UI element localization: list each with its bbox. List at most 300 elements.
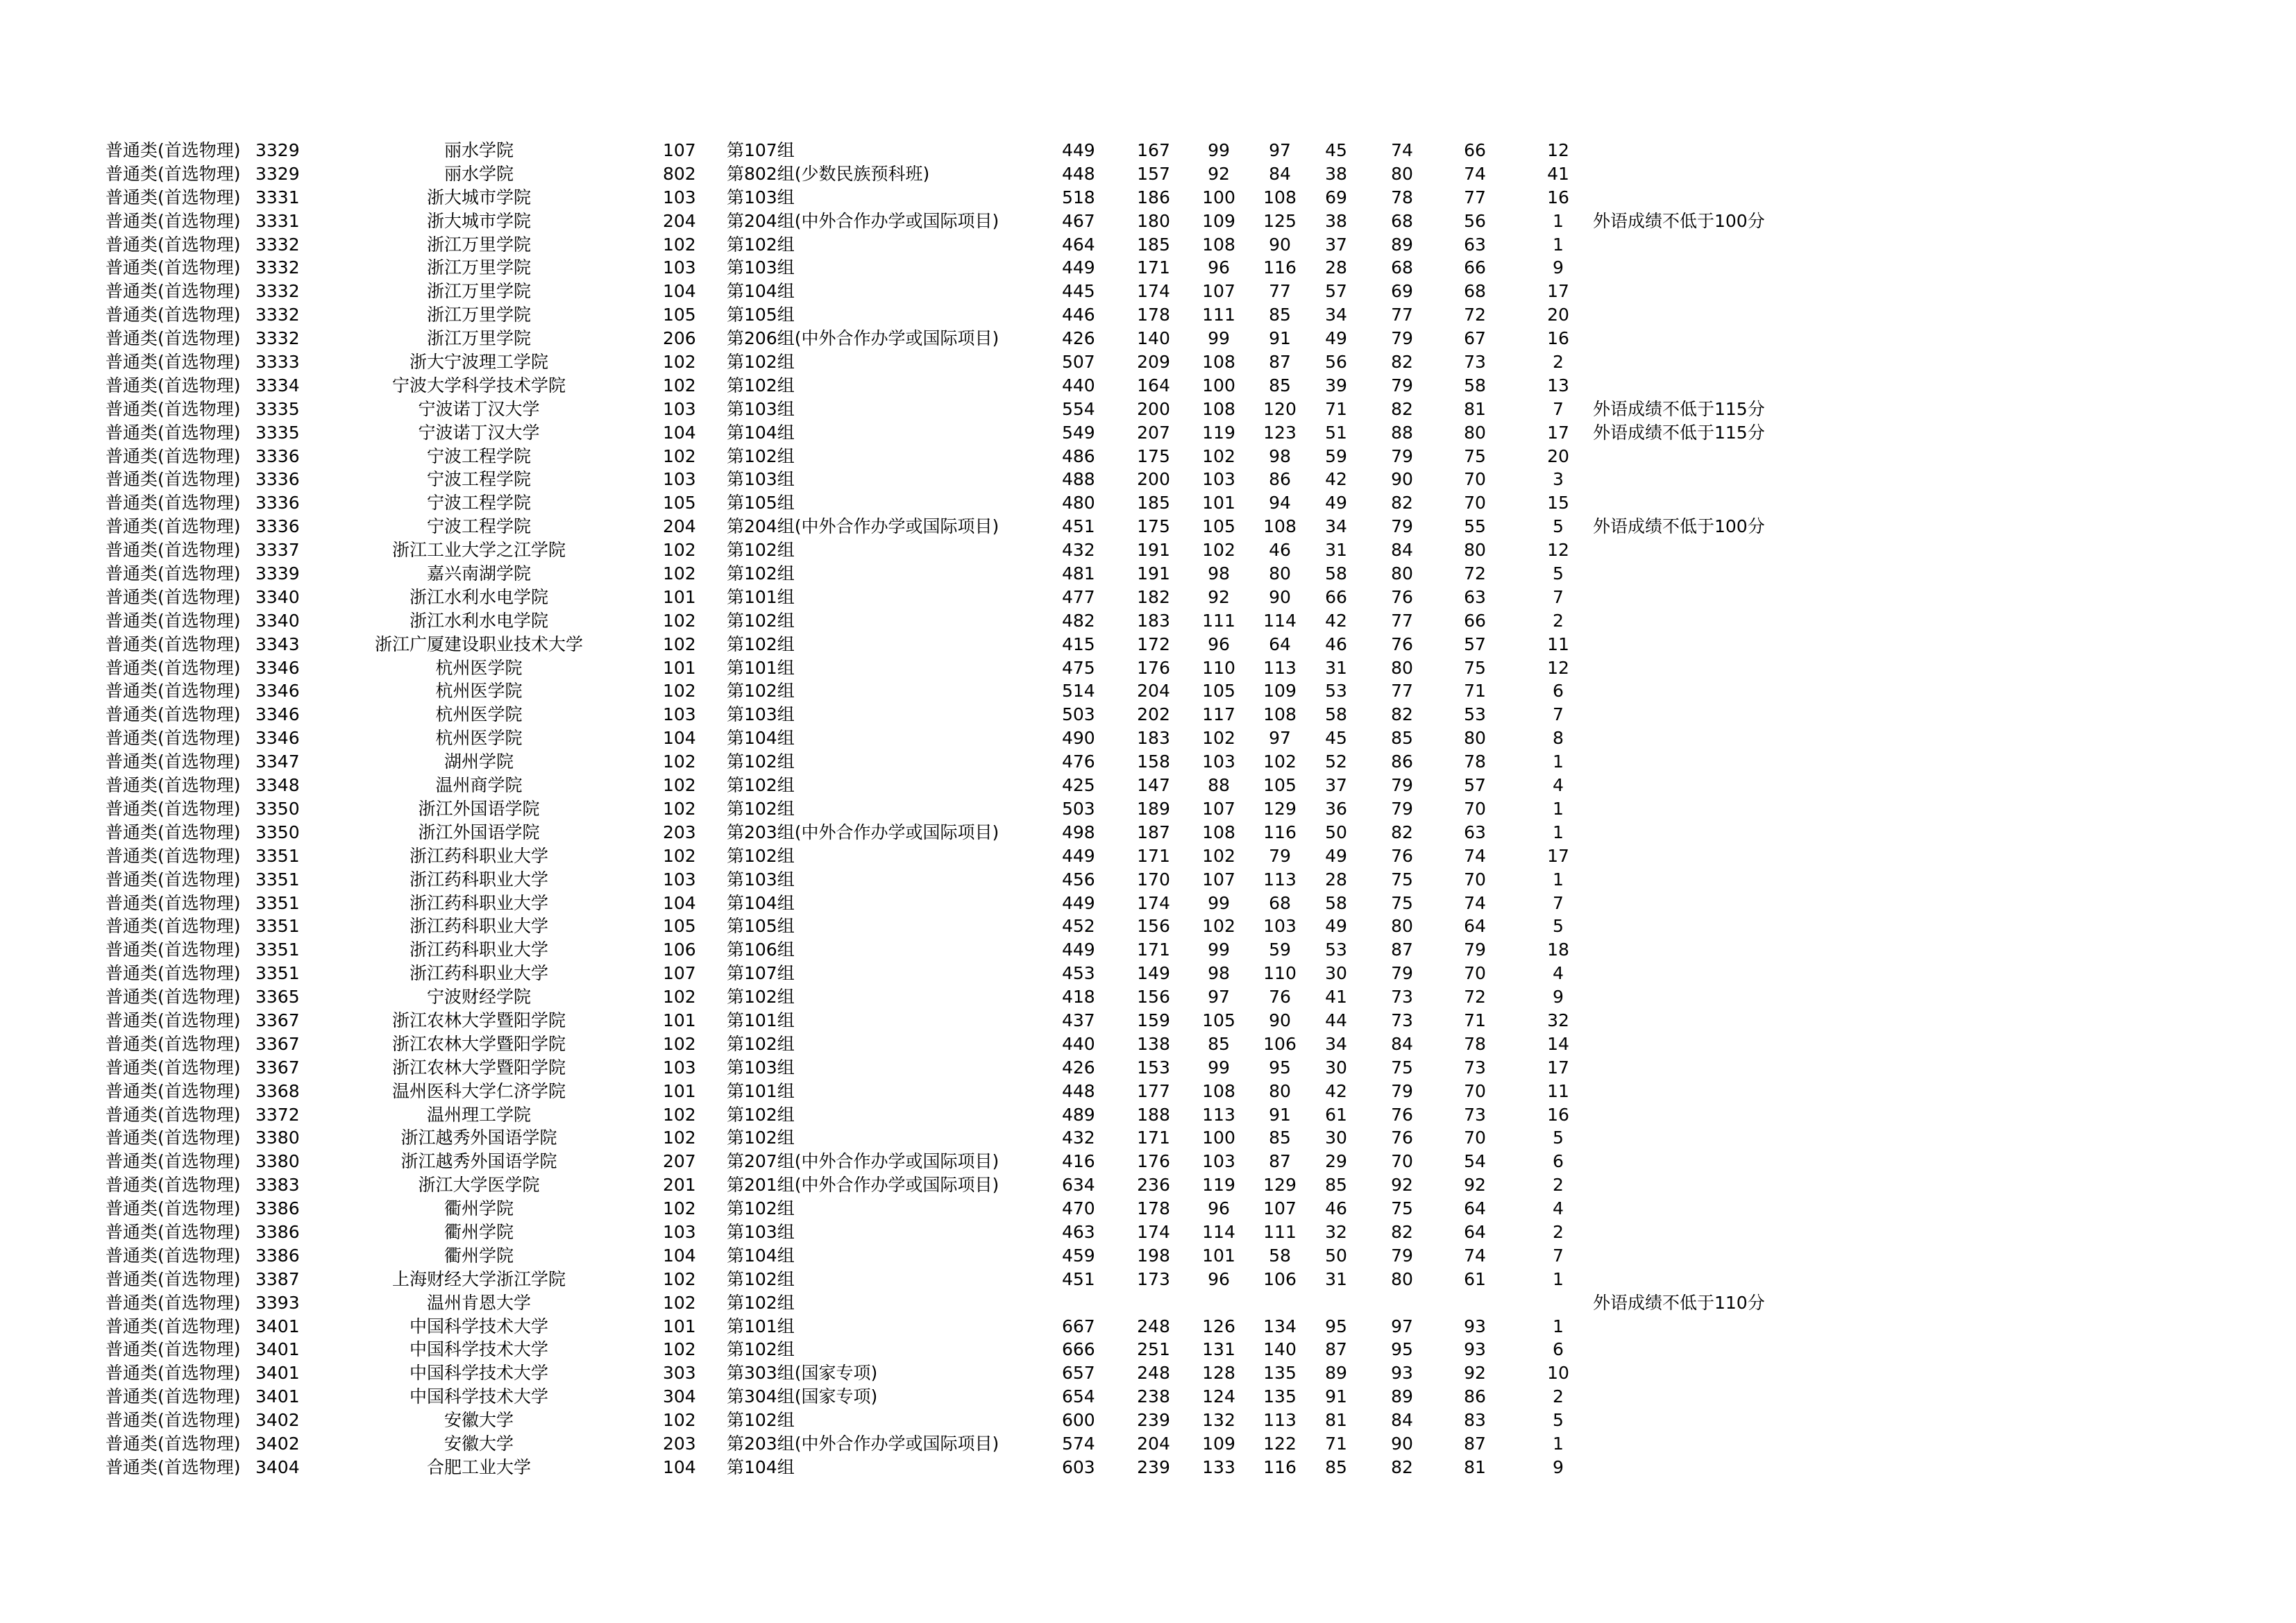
school-code-cell: 3343 xyxy=(255,634,300,654)
score-cell-2: 92 xyxy=(1208,163,1230,184)
score-cell-3: 91 xyxy=(1269,328,1291,349)
score-cell-5: 86 xyxy=(1391,751,1413,772)
score-cell-4: 81 xyxy=(1325,1410,1347,1431)
school-code-cell: 3368 xyxy=(255,1080,300,1101)
group-name-cell: 第102组 xyxy=(727,845,795,866)
score-cell-2: 99 xyxy=(1208,940,1230,960)
total-score-cell: 449 xyxy=(1062,845,1095,866)
score-cell-2: 108 xyxy=(1202,398,1235,419)
table-row xyxy=(0,398,2296,421)
score-cell-1: 204 xyxy=(1137,681,1170,702)
score-cell-5: 75 xyxy=(1391,892,1413,913)
score-cell-5: 80 xyxy=(1391,657,1413,678)
score-cell-5: 89 xyxy=(1391,234,1413,255)
score-cell-1: 204 xyxy=(1137,1433,1170,1454)
group-code-cell: 102 xyxy=(663,1198,696,1219)
admitted-count-cell: 17 xyxy=(1547,422,1569,443)
score-cell-2: 102 xyxy=(1202,540,1235,561)
table-row xyxy=(0,679,2296,703)
school-name-cell: 安徽大学 xyxy=(444,1433,514,1454)
score-cell-4: 51 xyxy=(1325,422,1347,443)
group-name-cell: 第102组 xyxy=(727,751,795,772)
score-cell-6: 55 xyxy=(1464,516,1486,537)
category-cell: 普通类(首选物理) xyxy=(105,728,241,749)
score-cell-5: 79 xyxy=(1391,328,1413,349)
score-cell-6: 63 xyxy=(1464,586,1486,607)
category-cell: 普通类(首选物理) xyxy=(105,516,241,537)
score-cell-3: 97 xyxy=(1269,728,1291,749)
school-code-cell: 3351 xyxy=(255,892,300,913)
score-cell-3: 116 xyxy=(1263,822,1297,842)
score-cell-5: 92 xyxy=(1391,1175,1413,1196)
score-cell-4: 91 xyxy=(1325,1386,1347,1407)
table-row xyxy=(0,562,2296,586)
score-cell-2: 105 xyxy=(1202,516,1235,537)
score-cell-1: 147 xyxy=(1137,775,1170,796)
total-score-cell: 489 xyxy=(1062,1104,1095,1125)
table-row xyxy=(0,1126,2296,1150)
score-cell-5: 87 xyxy=(1391,940,1413,960)
total-score-cell: 518 xyxy=(1062,187,1095,207)
admitted-count-cell: 20 xyxy=(1547,305,1569,325)
school-code-cell: 3332 xyxy=(255,305,300,325)
category-cell: 普通类(首选物理) xyxy=(105,940,241,960)
score-cell-3: 94 xyxy=(1269,493,1291,513)
score-cell-2: 85 xyxy=(1208,1033,1230,1054)
category-cell: 普通类(首选物理) xyxy=(105,751,241,772)
score-cell-6: 66 xyxy=(1464,257,1486,278)
table-row xyxy=(0,1033,2296,1056)
score-cell-6: 72 xyxy=(1464,305,1486,325)
total-score-cell: 657 xyxy=(1062,1363,1095,1384)
school-name-cell: 宁波工程学院 xyxy=(426,469,531,490)
group-name-cell: 第101组 xyxy=(727,1080,795,1101)
group-name-cell: 第102组 xyxy=(727,798,795,819)
score-cell-3: 77 xyxy=(1269,281,1291,302)
school-name-cell: 浙江药科职业大学 xyxy=(409,845,548,866)
school-code-cell: 3386 xyxy=(255,1245,300,1266)
category-cell: 普通类(首选物理) xyxy=(105,1316,241,1336)
school-code-cell: 3333 xyxy=(255,352,300,373)
category-cell: 普通类(首选物理) xyxy=(105,1128,241,1148)
group-name-cell: 第103组 xyxy=(727,257,795,278)
school-name-cell: 浙江药科职业大学 xyxy=(409,892,548,913)
group-code-cell: 206 xyxy=(663,328,696,349)
admitted-count-cell: 2 xyxy=(1553,352,1564,373)
score-cell-1: 156 xyxy=(1137,916,1170,937)
score-cell-6: 79 xyxy=(1464,940,1486,960)
category-cell: 普通类(首选物理) xyxy=(105,1268,241,1289)
group-code-cell: 102 xyxy=(663,681,696,702)
table-row xyxy=(0,633,2296,656)
score-cell-4: 32 xyxy=(1325,1221,1347,1242)
score-cell-5: 70 xyxy=(1391,1151,1413,1172)
category-cell: 普通类(首选物理) xyxy=(105,634,241,654)
category-cell: 普通类(首选物理) xyxy=(105,845,241,866)
score-cell-4: 61 xyxy=(1325,1104,1347,1125)
school-code-cell: 3401 xyxy=(255,1316,300,1336)
school-name-cell: 宁波诺丁汉大学 xyxy=(418,398,540,419)
group-code-cell: 103 xyxy=(663,1057,696,1078)
admitted-count-cell: 6 xyxy=(1553,1151,1564,1172)
table-row xyxy=(0,210,2296,233)
score-cell-1: 156 xyxy=(1137,987,1170,1008)
admitted-count-cell: 32 xyxy=(1547,1010,1569,1030)
score-cell-6: 81 xyxy=(1464,398,1486,419)
score-cell-3: 90 xyxy=(1269,1010,1291,1030)
school-name-cell: 浙江农林大学暨阳学院 xyxy=(391,1033,566,1054)
group-name-cell: 第101组 xyxy=(727,657,795,678)
score-cell-6: 74 xyxy=(1464,892,1486,913)
group-name-cell: 第107组 xyxy=(727,140,795,160)
score-cell-6: 64 xyxy=(1464,1221,1486,1242)
group-code-cell: 107 xyxy=(663,140,696,160)
school-name-cell: 浙江药科职业大学 xyxy=(409,963,548,984)
score-cell-6: 72 xyxy=(1464,987,1486,1008)
score-cell-1: 174 xyxy=(1137,281,1170,302)
score-cell-4: 85 xyxy=(1325,1175,1347,1196)
total-score-cell: 449 xyxy=(1062,257,1095,278)
total-score-cell: 415 xyxy=(1062,634,1095,654)
group-name-cell: 第103组 xyxy=(727,187,795,207)
score-cell-1: 248 xyxy=(1137,1363,1170,1384)
score-cell-4: 36 xyxy=(1325,798,1347,819)
score-cell-2: 96 xyxy=(1208,257,1230,278)
table-row xyxy=(0,468,2296,491)
category-cell: 普通类(首选物理) xyxy=(105,1151,241,1172)
school-code-cell: 3331 xyxy=(255,210,300,231)
admitted-count-cell: 7 xyxy=(1553,1245,1564,1266)
total-score-cell: 446 xyxy=(1062,305,1095,325)
school-code-cell: 3332 xyxy=(255,234,300,255)
admitted-count-cell: 5 xyxy=(1553,516,1564,537)
score-cell-5: 76 xyxy=(1391,1128,1413,1148)
score-cell-1: 180 xyxy=(1137,210,1170,231)
score-cell-3: 120 xyxy=(1263,398,1297,419)
group-name-cell: 第102组 xyxy=(727,610,795,631)
group-code-cell: 102 xyxy=(663,634,696,654)
group-code-cell: 101 xyxy=(663,1010,696,1030)
score-cell-2: 102 xyxy=(1202,728,1235,749)
score-cell-1: 177 xyxy=(1137,1080,1170,1101)
score-cell-1: 171 xyxy=(1137,1128,1170,1148)
score-cell-2: 97 xyxy=(1208,987,1230,1008)
score-cell-1: 174 xyxy=(1137,892,1170,913)
school-code-cell: 3386 xyxy=(255,1221,300,1242)
category-cell: 普通类(首选物理) xyxy=(105,987,241,1008)
group-name-cell: 第204组(中外合作办学或国际项目) xyxy=(727,210,999,231)
school-name-cell: 浙江广厦建设职业技术大学 xyxy=(374,634,583,654)
total-score-cell: 666 xyxy=(1062,1339,1095,1360)
school-name-cell: 宁波工程学院 xyxy=(426,516,531,537)
school-code-cell: 3380 xyxy=(255,1151,300,1172)
score-cell-4: 37 xyxy=(1325,775,1347,796)
category-cell: 普通类(首选物理) xyxy=(105,257,241,278)
category-cell: 普通类(首选物理) xyxy=(105,681,241,702)
table-row xyxy=(0,445,2296,468)
admitted-count-cell: 16 xyxy=(1547,187,1569,207)
score-cell-4: 69 xyxy=(1325,187,1347,207)
score-cell-3: 111 xyxy=(1263,1221,1297,1242)
score-cell-1: 175 xyxy=(1137,516,1170,537)
table-row xyxy=(0,1385,2296,1409)
score-cell-6: 64 xyxy=(1464,1198,1486,1219)
score-cell-4: 58 xyxy=(1325,563,1347,584)
score-cell-2: 100 xyxy=(1202,187,1235,207)
score-cell-1: 198 xyxy=(1137,1245,1170,1266)
score-cell-4: 38 xyxy=(1325,163,1347,184)
admitted-count-cell: 4 xyxy=(1553,963,1564,984)
score-cell-1: 171 xyxy=(1137,845,1170,866)
total-score-cell: 488 xyxy=(1062,469,1095,490)
score-cell-4: 49 xyxy=(1325,845,1347,866)
category-cell: 普通类(首选物理) xyxy=(105,1057,241,1078)
score-cell-5: 74 xyxy=(1391,140,1413,160)
group-code-cell: 303 xyxy=(663,1363,696,1384)
school-name-cell: 丽水学院 xyxy=(444,163,514,184)
school-code-cell: 3335 xyxy=(255,398,300,419)
total-score-cell: 416 xyxy=(1062,1151,1095,1172)
admitted-count-cell: 2 xyxy=(1553,1175,1564,1196)
total-score-cell: 477 xyxy=(1062,586,1095,607)
table-row xyxy=(0,1197,2296,1221)
total-score-cell: 475 xyxy=(1062,657,1095,678)
remark-cell: 外语成绩不低于100分 xyxy=(1593,210,1765,231)
score-cell-5: 82 xyxy=(1391,822,1413,842)
total-score-cell: 476 xyxy=(1062,751,1095,772)
score-cell-1: 182 xyxy=(1137,586,1170,607)
table-row xyxy=(0,327,2296,350)
score-cell-2: 126 xyxy=(1202,1316,1235,1336)
total-score-cell: 470 xyxy=(1062,1198,1095,1219)
category-cell: 普通类(首选物理) xyxy=(105,798,241,819)
score-cell-3: 109 xyxy=(1263,681,1297,702)
score-cell-5: 79 xyxy=(1391,963,1413,984)
school-name-cell: 上海财经大学浙江学院 xyxy=(391,1268,566,1289)
category-cell: 普通类(首选物理) xyxy=(105,1386,241,1407)
admitted-count-cell: 1 xyxy=(1553,1433,1564,1454)
score-cell-2: 103 xyxy=(1202,469,1235,490)
score-cell-5: 82 xyxy=(1391,704,1413,725)
score-cell-1: 171 xyxy=(1137,257,1170,278)
school-code-cell: 3351 xyxy=(255,963,300,984)
school-code-cell: 3351 xyxy=(255,845,300,866)
school-name-cell: 浙江水利水电学院 xyxy=(409,586,548,607)
group-name-cell: 第207组(中外合作办学或国际项目) xyxy=(727,1151,999,1172)
school-name-cell: 温州医科大学仁济学院 xyxy=(391,1080,566,1101)
group-name-cell: 第101组 xyxy=(727,586,795,607)
group-code-cell: 104 xyxy=(663,728,696,749)
score-cell-6: 72 xyxy=(1464,563,1486,584)
score-cell-4: 34 xyxy=(1325,516,1347,537)
score-cell-6: 67 xyxy=(1464,328,1486,349)
school-name-cell: 浙江万里学院 xyxy=(426,281,531,302)
group-code-cell: 304 xyxy=(663,1386,696,1407)
group-name-cell: 第102组 xyxy=(727,775,795,796)
total-score-cell: 432 xyxy=(1062,1128,1095,1148)
school-code-cell: 3386 xyxy=(255,1198,300,1219)
admitted-count-cell: 15 xyxy=(1547,493,1569,513)
score-cell-1: 191 xyxy=(1137,540,1170,561)
score-cell-6: 92 xyxy=(1464,1363,1486,1384)
score-cell-3: 134 xyxy=(1263,1316,1297,1336)
table-row xyxy=(0,892,2296,915)
admitted-count-cell: 4 xyxy=(1553,1198,1564,1219)
score-cell-6: 64 xyxy=(1464,916,1486,937)
score-cell-3: 123 xyxy=(1263,422,1297,443)
score-cell-4: 37 xyxy=(1325,234,1347,255)
group-code-cell: 103 xyxy=(663,398,696,419)
school-name-cell: 浙江越秀外国语学院 xyxy=(400,1128,557,1148)
score-cell-2: 124 xyxy=(1202,1386,1235,1407)
school-name-cell: 浙江外国语学院 xyxy=(418,822,540,842)
score-cell-1: 185 xyxy=(1137,493,1170,513)
admitted-count-cell: 17 xyxy=(1547,1057,1569,1078)
group-name-cell: 第203组(中外合作办学或国际项目) xyxy=(727,822,999,842)
score-cell-4: 28 xyxy=(1325,869,1347,890)
score-cell-5: 82 xyxy=(1391,493,1413,513)
school-name-cell: 衢州学院 xyxy=(444,1198,514,1219)
total-score-cell: 481 xyxy=(1062,563,1095,584)
score-cell-4: 29 xyxy=(1325,1151,1347,1172)
score-cell-3: 76 xyxy=(1269,987,1291,1008)
school-code-cell: 3346 xyxy=(255,728,300,749)
table-row xyxy=(0,703,2296,726)
school-name-cell: 浙江越秀外国语学院 xyxy=(400,1151,557,1172)
score-cell-2: 109 xyxy=(1202,210,1235,231)
group-code-cell: 102 xyxy=(663,540,696,561)
table-row xyxy=(0,1150,2296,1173)
school-name-cell: 浙江工业大学之江学院 xyxy=(391,540,566,561)
score-cell-4: 53 xyxy=(1325,681,1347,702)
score-cell-5: 75 xyxy=(1391,1057,1413,1078)
school-name-cell: 浙大城市学院 xyxy=(426,210,531,231)
school-name-cell: 中国科学技术大学 xyxy=(409,1316,548,1336)
total-score-cell: 654 xyxy=(1062,1386,1095,1407)
school-code-cell: 3346 xyxy=(255,657,300,678)
total-score-cell: 418 xyxy=(1062,987,1095,1008)
school-code-cell: 3331 xyxy=(255,187,300,207)
score-cell-2: 108 xyxy=(1202,234,1235,255)
school-code-cell: 3346 xyxy=(255,704,300,725)
table-row xyxy=(0,774,2296,797)
score-cell-2: 111 xyxy=(1202,610,1235,631)
score-cell-3: 107 xyxy=(1263,1198,1297,1219)
admitted-count-cell: 8 xyxy=(1553,728,1564,749)
score-cell-6: 78 xyxy=(1464,751,1486,772)
score-cell-6: 70 xyxy=(1464,869,1486,890)
school-code-cell: 3401 xyxy=(255,1363,300,1384)
table-row xyxy=(0,797,2296,821)
score-cell-2: 105 xyxy=(1202,681,1235,702)
score-cell-2: 102 xyxy=(1202,916,1235,937)
score-cell-3: 64 xyxy=(1269,634,1291,654)
score-cell-6: 93 xyxy=(1464,1316,1486,1336)
score-cell-5: 68 xyxy=(1391,257,1413,278)
school-code-cell: 3372 xyxy=(255,1104,300,1125)
score-cell-5: 76 xyxy=(1391,634,1413,654)
score-cell-5: 80 xyxy=(1391,916,1413,937)
score-cell-1: 138 xyxy=(1137,1033,1170,1054)
table-row xyxy=(0,750,2296,774)
group-code-cell: 207 xyxy=(663,1151,696,1172)
school-code-cell: 3350 xyxy=(255,822,300,842)
admitted-count-cell: 12 xyxy=(1547,657,1569,678)
score-cell-4: 59 xyxy=(1325,445,1347,466)
score-cell-3: 140 xyxy=(1263,1339,1297,1360)
score-cell-2: 100 xyxy=(1202,1128,1235,1148)
total-score-cell: 452 xyxy=(1062,916,1095,937)
total-score-cell: 426 xyxy=(1062,328,1095,349)
score-cell-6: 71 xyxy=(1464,681,1486,702)
group-code-cell: 102 xyxy=(663,775,696,796)
group-code-cell: 101 xyxy=(663,657,696,678)
admitted-count-cell: 1 xyxy=(1553,751,1564,772)
group-code-cell: 204 xyxy=(663,516,696,537)
school-name-cell: 嘉兴南湖学院 xyxy=(426,563,531,584)
total-score-cell: 440 xyxy=(1062,1033,1095,1054)
total-score-cell: 467 xyxy=(1062,210,1095,231)
table-row xyxy=(0,1338,2296,1361)
score-cell-6: 66 xyxy=(1464,610,1486,631)
school-code-cell: 3383 xyxy=(255,1175,300,1196)
school-code-cell: 3329 xyxy=(255,163,300,184)
total-score-cell: 451 xyxy=(1062,1268,1095,1289)
score-cell-3: 113 xyxy=(1263,1410,1297,1431)
score-cell-2: 101 xyxy=(1202,1245,1235,1266)
admitted-count-cell: 7 xyxy=(1553,704,1564,725)
school-code-cell: 3380 xyxy=(255,1128,300,1148)
group-name-cell: 第102组 xyxy=(727,681,795,702)
school-code-cell: 3332 xyxy=(255,281,300,302)
group-code-cell: 103 xyxy=(663,469,696,490)
admitted-count-cell: 12 xyxy=(1547,140,1569,160)
category-cell: 普通类(首选物理) xyxy=(105,963,241,984)
school-name-cell: 浙江万里学院 xyxy=(426,257,531,278)
score-cell-6: 63 xyxy=(1464,822,1486,842)
group-code-cell: 102 xyxy=(663,1292,696,1313)
score-cell-5: 84 xyxy=(1391,1033,1413,1054)
group-code-cell: 107 xyxy=(663,963,696,984)
group-name-cell: 第104组 xyxy=(727,892,795,913)
score-cell-1: 159 xyxy=(1137,1010,1170,1030)
score-cell-1: 183 xyxy=(1137,728,1170,749)
school-code-cell: 3365 xyxy=(255,987,300,1008)
group-name-cell: 第104组 xyxy=(727,1245,795,1266)
school-code-cell: 3351 xyxy=(255,869,300,890)
score-cell-4: 89 xyxy=(1325,1363,1347,1384)
school-name-cell: 浙江万里学院 xyxy=(426,234,531,255)
school-name-cell: 杭州医学院 xyxy=(435,657,523,678)
admitted-count-cell: 5 xyxy=(1553,1128,1564,1148)
school-code-cell: 3336 xyxy=(255,516,300,537)
score-cell-4: 44 xyxy=(1325,1010,1347,1030)
total-score-cell: 507 xyxy=(1062,352,1095,373)
total-score-cell: 600 xyxy=(1062,1410,1095,1431)
score-cell-6: 56 xyxy=(1464,210,1486,231)
table-row xyxy=(0,1432,2296,1456)
category-cell: 普通类(首选物理) xyxy=(105,563,241,584)
score-cell-5: 89 xyxy=(1391,1386,1413,1407)
score-cell-4: 30 xyxy=(1325,963,1347,984)
admitted-count-cell: 1 xyxy=(1553,1268,1564,1289)
school-name-cell: 湖州学院 xyxy=(444,751,514,772)
score-cell-2: 88 xyxy=(1208,775,1230,796)
group-name-cell: 第103组 xyxy=(727,469,795,490)
score-cell-3: 105 xyxy=(1263,775,1297,796)
school-name-cell: 中国科学技术大学 xyxy=(409,1339,548,1360)
score-cell-1: 178 xyxy=(1137,1198,1170,1219)
